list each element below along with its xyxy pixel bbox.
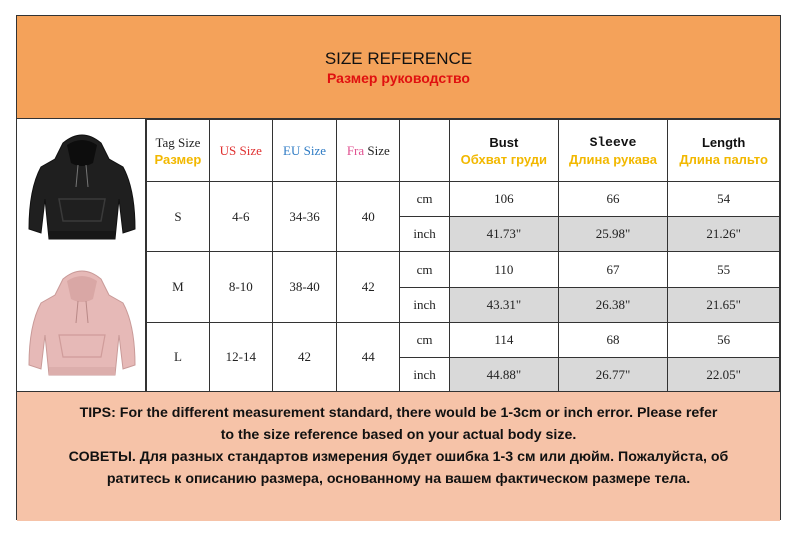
eu-prefix: EU	[283, 143, 301, 158]
sleeve-inch-cell: 26.77"	[558, 358, 668, 392]
tag-size-label: Tag Size	[155, 134, 201, 150]
unit-cm-cell: cm	[400, 323, 450, 358]
unit-inch-cell: inch	[400, 288, 450, 323]
fra-size-cell: 44	[337, 323, 400, 392]
black-hoodie-image	[23, 129, 141, 245]
length-inch-cell: 22.05"	[668, 358, 780, 392]
tag-size-header	[147, 120, 210, 182]
length-cm-cell: 54	[668, 182, 780, 217]
length-inch-cell: 21.65"	[668, 288, 780, 323]
us-prefix: US	[219, 143, 237, 158]
fra-prefix: Fra	[346, 143, 365, 158]
size-reference-header	[17, 16, 780, 119]
tips-line-2: to the size reference based on your actual body size.	[220, 427, 577, 443]
header-title: SIZE REFERENCE	[324, 49, 473, 68]
tips-line-1: TIPS: For the different measurement standard, there would be 1-3cm or inch error. Please refer	[79, 405, 718, 421]
length-cm-cell: 56	[668, 323, 780, 358]
tag-size-cell: S	[147, 182, 210, 252]
length-label: Length	[701, 134, 746, 150]
sleeve-label: Sleeve	[589, 135, 637, 150]
bust-inch-cell: 44.88"	[450, 358, 559, 392]
length-inch-cell: 21.26"	[668, 217, 780, 252]
size-chart-frame	[16, 15, 781, 520]
tag-size-ru-label: Размер	[154, 151, 202, 167]
sleeve-inch-cell: 25.98"	[558, 217, 668, 252]
us-size-cell: 4-6	[209, 182, 272, 252]
product-photos	[17, 119, 146, 391]
table-header-row	[147, 120, 780, 182]
tips-line-4: ратитесь к описанию размера, основанному на вашем фактическом размере тела.	[106, 471, 691, 487]
us-size-cell: 8-10	[209, 252, 272, 323]
length-header	[668, 120, 780, 182]
unit-header-blank	[400, 120, 450, 182]
length-ru-label: Длина пальто	[679, 151, 768, 167]
eu-size-cell: 38-40	[272, 252, 337, 323]
eu-size-cell: 42	[272, 323, 337, 392]
tag-size-cell: M	[147, 252, 210, 323]
bust-cm-cell: 114	[450, 323, 559, 358]
bust-inch-cell: 43.31"	[450, 288, 559, 323]
size-table	[146, 119, 780, 392]
bust-inch-cell: 41.73"	[450, 217, 559, 252]
fra-size-header	[337, 120, 400, 182]
fra-size-word: Size	[367, 143, 390, 158]
sleeve-ru-label: Длина рукава	[568, 152, 657, 167]
table-row-m-cm	[147, 252, 780, 288]
sleeve-cm-cell: 68	[558, 323, 668, 358]
us-size-header	[209, 120, 272, 182]
sleeve-cm-cell: 66	[558, 182, 668, 217]
bust-cm-cell: 110	[450, 252, 559, 288]
unit-inch-cell: inch	[400, 217, 450, 252]
sleeve-cm-cell: 67	[558, 252, 668, 288]
us-size-cell: 12-14	[209, 323, 272, 392]
tips-panel	[17, 391, 780, 521]
tips-line-3: СОВЕТЫ. Для разных стандартов измерения будет ошибка 1-3 см или дюйм. Пожалуйста, об	[68, 449, 729, 465]
length-cm-cell: 55	[668, 252, 780, 288]
header-subtitle: Размер руководство	[327, 70, 470, 86]
table-row-l-cm	[147, 323, 780, 358]
us-size-word: Size	[239, 143, 262, 158]
bust-label: Bust	[489, 134, 519, 150]
eu-size-header	[272, 120, 337, 182]
bust-header	[450, 120, 559, 182]
bust-ru-label: Обхват груди	[460, 151, 548, 167]
eu-size-cell: 34-36	[272, 182, 337, 252]
fra-size-cell: 40	[337, 182, 400, 252]
unit-cm-cell: cm	[400, 182, 450, 217]
pink-hoodie-image	[23, 265, 141, 381]
unit-inch-cell: inch	[400, 358, 450, 392]
table-row-s-cm	[147, 182, 780, 217]
sleeve-inch-cell: 26.38"	[558, 288, 668, 323]
sleeve-header	[558, 120, 668, 182]
bust-cm-cell: 106	[450, 182, 559, 217]
fra-size-cell: 42	[337, 252, 400, 323]
unit-cm-cell: cm	[400, 252, 450, 288]
eu-size-word: Size	[303, 143, 327, 158]
tag-size-cell: L	[147, 323, 210, 392]
